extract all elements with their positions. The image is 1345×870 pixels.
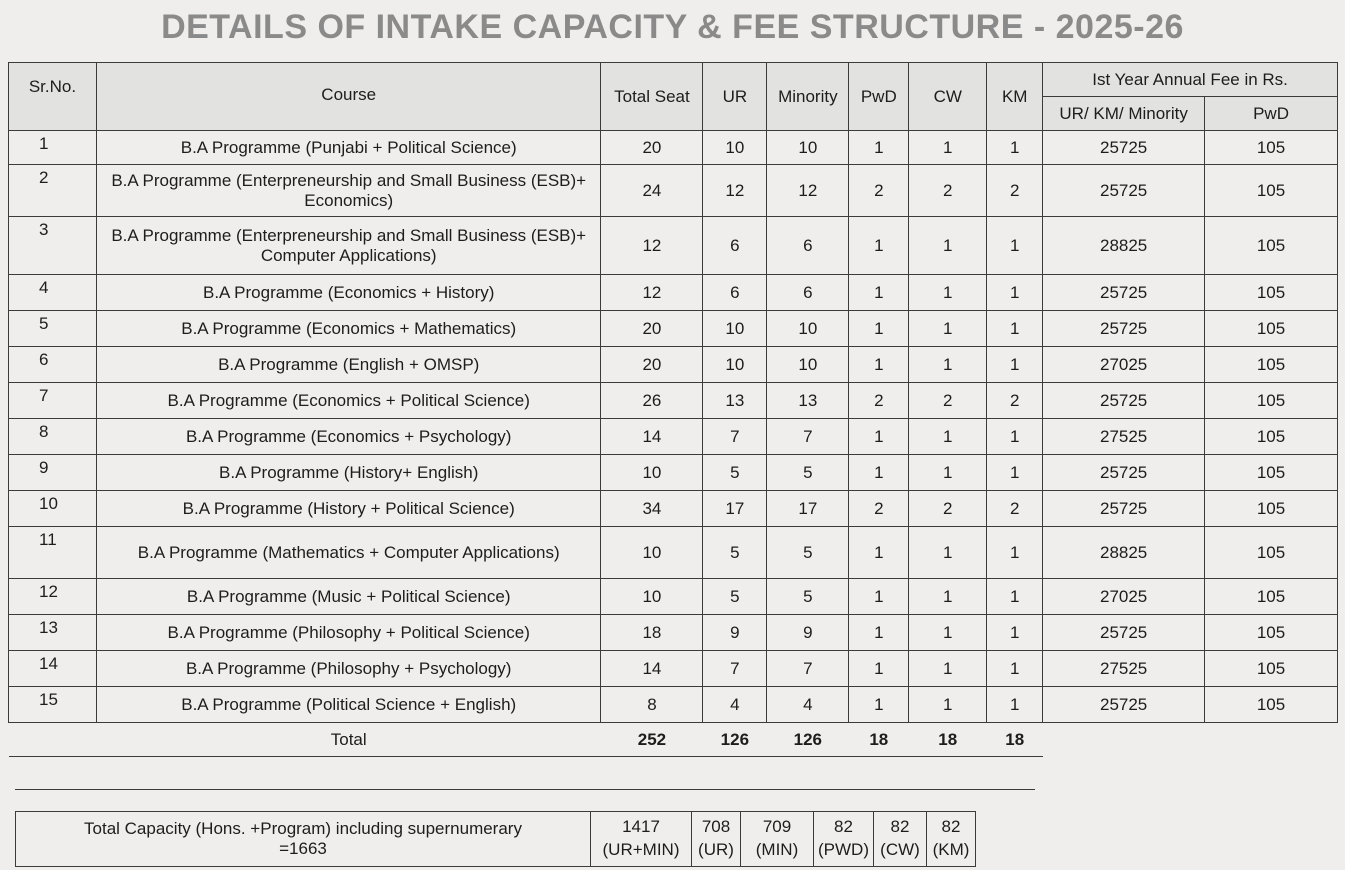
minority-cell: 6 [767,217,849,275]
fee-pwd-cell: 105 [1205,217,1338,275]
cw-cell: 1 [909,651,987,687]
capacity-label [16,812,591,867]
table-row [9,311,1338,347]
total-seat-cell: 20 [601,347,703,383]
ur-cell: 5 [703,579,767,615]
total-seat-cell: 26 [601,383,703,419]
table-row [9,165,1338,217]
total-seat-cell: 10 [601,527,703,579]
capacity-cell [926,812,975,867]
cw-cell: 2 [909,383,987,419]
minority-cell: 13 [767,383,849,419]
fee-pwd-cell: 105 [1205,311,1338,347]
ur-cell: 7 [703,651,767,687]
minority-cell: 10 [767,311,849,347]
total-seat-cell: 12 [601,275,703,311]
capacity-value: 708 [701,817,731,837]
fee-pwd-cell: 105 [1205,527,1338,579]
total-seat-cell: 20 [601,131,703,165]
km-cell: 1 [987,347,1043,383]
pwd-cell: 1 [849,527,909,579]
table-row [9,615,1338,651]
total-seat-cell: 8 [601,687,703,723]
minority-cell: 6 [767,275,849,311]
capacity-value: 82 [941,817,961,837]
fee-pwd-cell: 105 [1205,383,1338,419]
total-ur-sum: 126 [703,723,767,757]
fee-ur-km-minority-cell: 27025 [1043,347,1205,383]
cw-cell: 1 [909,131,987,165]
total-seat-sum: 252 [601,723,703,757]
minority-cell: 7 [767,651,849,687]
ur-cell: 9 [703,615,767,651]
km-cell: 1 [987,419,1043,455]
capacity-label-line2: =1663 [279,839,327,858]
cw-cell: 1 [909,687,987,723]
header-fee-pwd: PwD [1205,97,1338,131]
pwd-cell: 1 [849,579,909,615]
cw-cell: 2 [909,165,987,217]
fee-ur-km-minority-cell: 25725 [1043,131,1205,165]
capacity-note: (UR) [698,840,734,859]
pwd-cell: 1 [849,347,909,383]
ur-cell: 6 [703,217,767,275]
table-row [9,419,1338,455]
fee-ur-km-minority-cell: 27025 [1043,579,1205,615]
sr-no-cell: 12 [9,579,97,615]
fee-pwd-cell: 105 [1205,491,1338,527]
fee-ur-km-minority-cell: 25725 [1043,491,1205,527]
capacity-note: (UR+MIN) [602,840,680,859]
capacity-cell [741,812,814,867]
header-cw: CW [909,63,987,131]
pwd-cell: 2 [849,165,909,217]
fee-ur-km-minority-cell: 28825 [1043,217,1205,275]
sr-no-cell: 1 [9,131,97,165]
km-cell: 1 [987,131,1043,165]
header-pwd: PwD [849,63,909,131]
ur-cell: 10 [703,347,767,383]
header-minority: Minority [767,63,849,131]
sr-no-cell: 11 [9,527,97,579]
table-row [9,527,1338,579]
total-row [9,723,1338,757]
total-capacity-table [15,811,976,867]
ur-cell: 17 [703,491,767,527]
minority-cell: 12 [767,165,849,217]
header-sr-no: Sr.No. [9,63,97,131]
fee-pwd-cell: 105 [1205,687,1338,723]
table-row [9,651,1338,687]
header-course: Course [96,63,601,131]
minority-cell: 9 [767,615,849,651]
minority-cell: 5 [767,455,849,491]
capacity-value: 1417 [622,817,660,837]
capacity-note: (MIN) [755,840,799,859]
km-cell: 1 [987,687,1043,723]
km-cell: 1 [987,579,1043,615]
capacity-cell [692,812,741,867]
sr-no-cell: 14 [9,651,97,687]
table-row [9,383,1338,419]
course-cell: B.A Programme (Economics + History) [96,275,601,311]
table-row [9,579,1338,615]
fee-pwd-cell: 105 [1205,165,1338,217]
capacity-value: 82 [834,817,853,837]
total-seat-cell: 20 [601,311,703,347]
header-ur: UR [703,63,767,131]
minority-cell: 5 [767,527,849,579]
sr-no-cell: 10 [9,491,97,527]
course-cell: B.A Programme (Music + Political Science) [96,579,601,615]
minority-cell: 10 [767,131,849,165]
total-label: Total [96,723,601,757]
cw-cell: 1 [909,615,987,651]
sr-no-cell: 13 [9,615,97,651]
cw-cell: 1 [909,311,987,347]
pwd-cell: 1 [849,311,909,347]
total-cw-sum: 18 [909,723,987,757]
pwd-cell: 1 [849,615,909,651]
pwd-cell: 1 [849,687,909,723]
course-cell: B.A Programme (Enterpreneurship and Small Business (ESB)+ Economics) [96,165,601,217]
total-km-sum: 18 [987,723,1043,757]
total-seat-cell: 24 [601,165,703,217]
fee-ur-km-minority-cell: 27525 [1043,651,1205,687]
course-cell: B.A Programme (Economics + Mathematics) [96,311,601,347]
table-row [9,347,1338,383]
pwd-cell: 1 [849,275,909,311]
fee-pwd-cell: 105 [1205,131,1338,165]
pwd-cell: 1 [849,419,909,455]
table-row [9,217,1338,275]
sr-no-cell: 15 [9,687,97,723]
header-km: KM [987,63,1043,131]
fee-pwd-cell: 105 [1205,579,1338,615]
km-cell: 1 [987,651,1043,687]
fee-ur-km-minority-cell: 25725 [1043,165,1205,217]
capacity-note: (PWD) [818,840,869,859]
pwd-cell: 1 [849,455,909,491]
fee-pwd-cell: 105 [1205,615,1338,651]
fee-ur-km-minority-cell: 25725 [1043,383,1205,419]
cw-cell: 1 [909,527,987,579]
km-cell: 2 [987,165,1043,217]
fee-ur-km-minority-cell: 25725 [1043,615,1205,651]
course-cell: B.A Programme (Economics + Psychology) [96,419,601,455]
sr-no-cell: 4 [9,275,97,311]
total-seat-cell: 34 [601,491,703,527]
table-row [9,275,1338,311]
minority-cell: 7 [767,419,849,455]
header-fee-group: Ist Year Annual Fee in Rs. [1043,63,1338,97]
table-row [9,455,1338,491]
fee-pwd-cell: 105 [1205,455,1338,491]
capacity-note: (KM) [932,840,970,859]
sr-no-cell: 2 [9,165,97,217]
total-pwd-sum: 18 [849,723,909,757]
table-row [9,131,1338,165]
km-cell: 2 [987,383,1043,419]
pwd-cell: 1 [849,651,909,687]
cw-cell: 1 [909,217,987,275]
capacity-value: 82 [890,817,910,837]
pwd-cell: 1 [849,217,909,275]
minority-cell: 5 [767,579,849,615]
course-cell: B.A Programme (Philosophy + Political Science) [96,615,601,651]
km-cell: 1 [987,527,1043,579]
table-row [9,687,1338,723]
course-cell: B.A Programme (Enterpreneurship and Small Business (ESB)+ Computer Applications) [96,217,601,275]
course-cell: B.A Programme (Philosophy + Psychology) [96,651,601,687]
intake-fee-table [8,62,1338,757]
ur-cell: 13 [703,383,767,419]
sr-no-cell: 6 [9,347,97,383]
cw-cell: 1 [909,347,987,383]
km-cell: 1 [987,217,1043,275]
cw-cell: 1 [909,275,987,311]
ur-cell: 6 [703,275,767,311]
km-cell: 1 [987,275,1043,311]
sr-no-cell: 3 [9,217,97,275]
fee-pwd-cell: 105 [1205,651,1338,687]
total-minority-sum: 126 [767,723,849,757]
pwd-cell: 1 [849,131,909,165]
total-seat-cell: 18 [601,615,703,651]
cw-cell: 1 [909,455,987,491]
total-seat-cell: 10 [601,579,703,615]
ur-cell: 7 [703,419,767,455]
total-seat-cell: 14 [601,651,703,687]
ur-cell: 10 [703,311,767,347]
capacity-cell [591,812,692,867]
km-cell: 1 [987,615,1043,651]
cw-cell: 1 [909,419,987,455]
pwd-cell: 2 [849,383,909,419]
fee-ur-km-minority-cell: 25725 [1043,275,1205,311]
course-cell: B.A Programme (Punjabi + Political Science) [96,131,601,165]
ur-cell: 5 [703,455,767,491]
header-fee-ur-km-minority: UR/ KM/ Minority [1043,97,1205,131]
total-seat-cell: 10 [601,455,703,491]
course-cell: B.A Programme (History+ English) [96,455,601,491]
sr-no-cell: 7 [9,383,97,419]
km-cell: 2 [987,491,1043,527]
fee-ur-km-minority-cell: 25725 [1043,311,1205,347]
capacity-cell [814,812,874,867]
km-cell: 1 [987,311,1043,347]
capacity-note: (CW) [880,840,920,859]
fee-ur-km-minority-cell: 25725 [1043,455,1205,491]
table-row [9,491,1338,527]
page-title: DETAILS OF INTAKE CAPACITY & FEE STRUCTURE - 2025-26 [161,8,1184,46]
cw-cell: 2 [909,491,987,527]
fee-pwd-cell: 105 [1205,347,1338,383]
sr-no-cell: 5 [9,311,97,347]
header-total-seat: Total Seat [601,63,703,131]
km-cell: 1 [987,455,1043,491]
course-cell: B.A Programme (Political Science + English) [96,687,601,723]
sr-no-cell: 9 [9,455,97,491]
course-cell: B.A Programme (English + OMSP) [96,347,601,383]
total-seat-cell: 14 [601,419,703,455]
minority-cell: 10 [767,347,849,383]
separator-line [15,789,1035,790]
cw-cell: 1 [909,579,987,615]
ur-cell: 4 [703,687,767,723]
minority-cell: 17 [767,491,849,527]
course-cell: B.A Programme (Economics + Political Science) [96,383,601,419]
pwd-cell: 2 [849,491,909,527]
fee-ur-km-minority-cell: 28825 [1043,527,1205,579]
ur-cell: 10 [703,131,767,165]
fee-pwd-cell: 105 [1205,275,1338,311]
sr-no-cell: 8 [9,419,97,455]
total-seat-cell: 12 [601,217,703,275]
capacity-cell [873,812,926,867]
fee-ur-km-minority-cell: 25725 [1043,687,1205,723]
capacity-value: 709 [762,817,792,837]
capacity-label-line1: Total Capacity (Hons. +Program) including supernumerary [84,819,522,838]
course-cell: B.A Programme (Mathematics + Computer Applications) [96,527,601,579]
fee-pwd-cell: 105 [1205,419,1338,455]
course-cell: B.A Programme (History + Political Science) [96,491,601,527]
fee-ur-km-minority-cell: 27525 [1043,419,1205,455]
ur-cell: 5 [703,527,767,579]
ur-cell: 12 [703,165,767,217]
minority-cell: 4 [767,687,849,723]
